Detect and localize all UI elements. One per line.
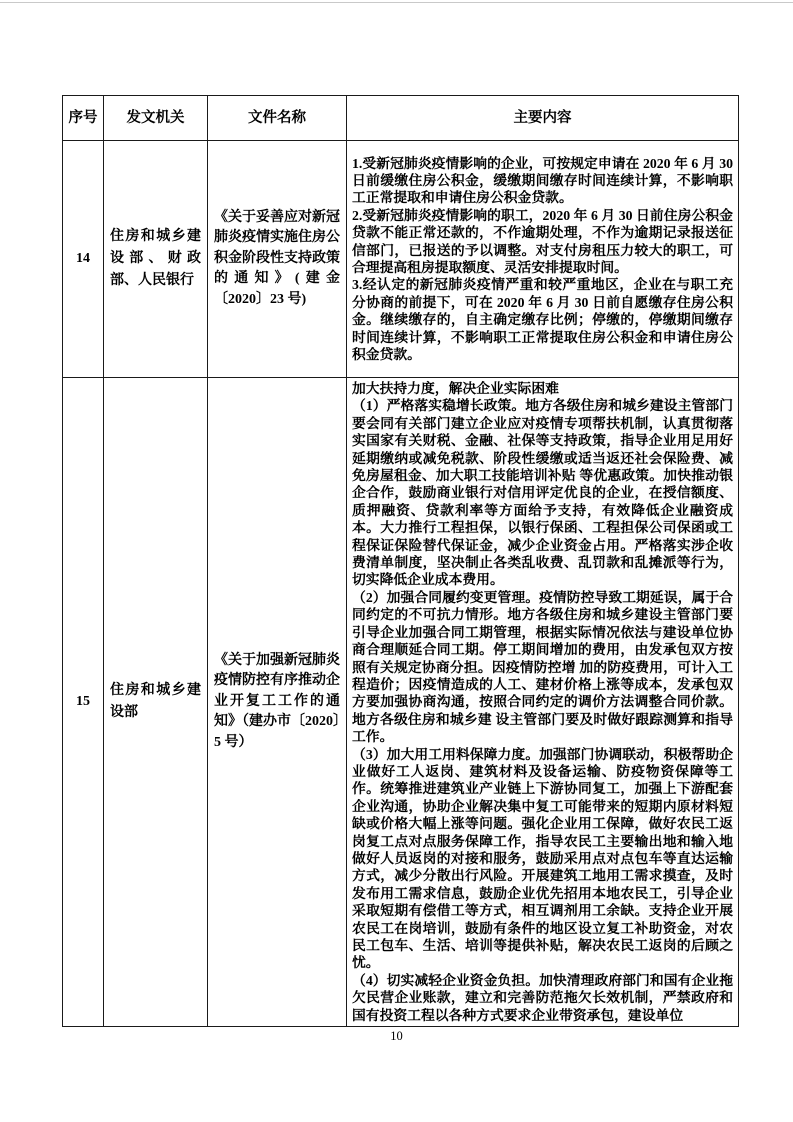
content-paragraph: 2.受新冠肺炎疫情影响的职工，2020 年 6 月 30 日前住房公积金贷款不能正常还款的，不作逾期处理，不作为逾期记录报送征信部门，已报送的予以调整。对支付房租压力较大的职工，可合理提高租房提取额度、灵活安排提取时间。 xyxy=(352,207,733,275)
table-row xyxy=(63,378,739,1027)
page-top-edge xyxy=(0,2,793,3)
row-content xyxy=(347,141,739,378)
content-paragraph: （1）严格落实稳增长政策。地方各级住房和城乡建设主管部门要会同有关部门建立企业应对疫情专项帮扶机制，认真贯彻落实国家有关财税、金融、社保等支持政策，指导企业用足用好延期缴纳或减免税款、阶段性缓缴或适当返还社会保险费、减免房屋租金、加大职工技能培训补贴 等优惠政策。加快推动银企合作，鼓励商业银行对信用评定优良的企业，在授信额度、质押融资、贷款利率等方面给予支持，有效降低企业融资成本。大力推行工程担保，以银行保函、工程担保公司保函或工程保证保险替代保证金，减少企业资金占用。严格落实涉企收费清单制度，坚决制止各类乱收费、乱罚款和乱摊派等行为，切实降低企业成本费用。 xyxy=(352,398,733,588)
content-paragraph: （2）加强合同履约变更管理。疫情防控导致工期延误，属于合同约定的不可抗力情形。地方各级住房和城乡建设主管部门要引导企业加强合同工期管理，根据实际情况依法与建设单位协商合理顺延合同工期。停工期间增加的费用，由发承包双方按照有关规定协商分担。因疫情防控增 加的防疫费用，可计入工程造价；因疫情造成的人工、建材价格上涨等成本，发承包双方要加强协商沟通，按照合同约定的调价方法调整合同价款。地方各级住房和城乡建 设主管部门要及时做好跟踪测算和指导工作。 xyxy=(352,589,733,745)
row-content xyxy=(347,378,739,1027)
row-agency: 住房和城乡建设部、财政部、人民银行 xyxy=(104,141,208,378)
row-docname: 《关于妥善应对新冠肺炎疫情实施住房公积金阶段性支持政策的通知》(建金〔2020〕23 号) xyxy=(208,141,347,378)
documents-table xyxy=(62,95,739,1027)
header-cell-content: 主要内容 xyxy=(347,96,739,141)
row-index: 15 xyxy=(63,378,104,1027)
header-cell-docname: 文件名称 xyxy=(208,96,347,141)
table-row xyxy=(63,141,739,378)
header-cell-index: 序号 xyxy=(63,96,104,141)
row-agency: 住房和城乡建设部 xyxy=(104,378,208,1027)
page-number: 10 xyxy=(390,1029,403,1043)
content-paragraph: 1.受新冠肺炎疫情影响的企业，可按规定申请在 2020 年 6 月 30 日前缓缴住房公积金，缓缴期间缴存时间连续计算，不影响职工正常提取和申请住房公积金贷款。 xyxy=(352,155,733,206)
content-paragraph: 3.经认定的新冠肺炎疫情严重和较严重地区，企业在与职工充分协商的前提下，可在 2020 年 6 月 30 日前自愿缴存住房公积金。继续缴存的，自主确定缴存比例；停缴的，停缴期间缴存时间连续计算，不影响职工正常提取住房公积金和申请住房公积金贷款。 xyxy=(352,277,733,363)
row-docname: 《关于加强新冠肺炎疫情防控有序推动企业开复工工作的通知》（建办市〔2020〕5 号） xyxy=(208,378,347,1027)
content-paragraph: （4）切实减轻企业资金负担。加快清理政府部门和国有企业拖欠民营企业账款，建立和完善防范拖欠长效机制，严禁政府和国有投资工程以各种方式要求企业带资承包，建设单位 xyxy=(352,972,733,1023)
content-paragraph: 加大扶持力度，解决企业实际困难 xyxy=(352,381,559,396)
header-cell-agency: 发文机关 xyxy=(104,96,208,141)
content-paragraph: （3）加大用工用料保障力度。加强部门协调联动，积极帮助企业做好工人返岗、建筑材料及设备运输、防疫物资保障等工作。统筹推进建筑业产业链上下游协同复工，加强上下游配套企业沟通，协助企业解决集中复工可能带来的短期内原材料短缺或价格大幅上涨等问题。强化企业用工保障，做好农民工返岗复工点对点服务保障工作，指导农民工主要输出地和输入地做好人员返岗的对接和服务，鼓励采用点对点包车等直达运输方式，减少分散出行风险。开展建筑工地用工需求摸查，及时发布用工需求信息，鼓励企业优先招用本地农民工，引导企业采取短期有偿借工等方式，相互调剂用工余缺。支持企业开展农民工在岗培训，鼓励有条件的地区设立复工补助资金，对农民工包车、生活、培训等提供补贴，解决农民工返岗的后顾之忧。 xyxy=(352,746,733,971)
row-index: 14 xyxy=(63,141,104,378)
table-header-row xyxy=(63,96,739,141)
